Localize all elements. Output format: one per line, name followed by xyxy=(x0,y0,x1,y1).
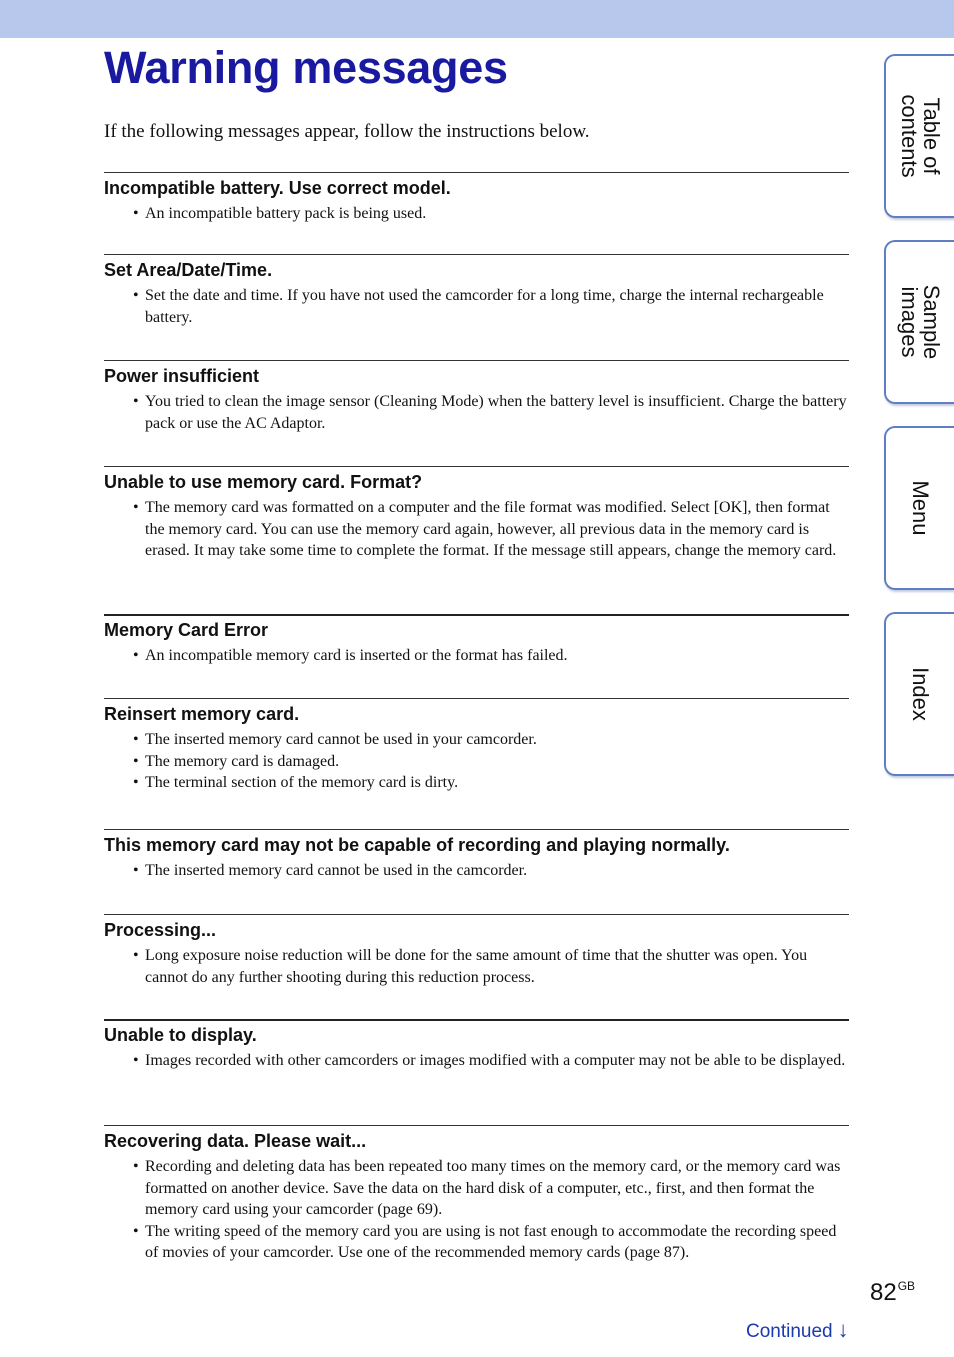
warning-section xyxy=(104,466,849,614)
warning-section xyxy=(104,360,849,466)
bullet-item: • Set the date and time. If you have not used the camcorder for a long time, charge the internal rechargeable battery. xyxy=(132,285,849,328)
bullet-item: • The writing speed of the memory card you are using is not fast enough to accommodate the recording speed of movies of your camcorder. Use one of the recommended memory cards (page 87). xyxy=(132,1221,849,1264)
bullet-item: • The memory card is damaged. xyxy=(132,751,849,773)
bullet-list xyxy=(104,1050,849,1072)
warning-heading: Power insufficient xyxy=(104,366,260,386)
tab-index[interactable] xyxy=(884,612,954,776)
bullet-item: • The terminal section of the memory card is dirty. xyxy=(132,772,849,794)
tab-label: Index xyxy=(908,667,933,721)
warning-heading: Incompatible battery. Use correct model. xyxy=(104,178,451,198)
warning-section xyxy=(104,914,849,1019)
bullet-list xyxy=(104,860,849,882)
warning-heading: This memory card may not be capable of recording and playing normally. xyxy=(104,835,730,855)
warning-heading: Unable to use memory card. Format? xyxy=(104,472,423,492)
bullet-item: • You tried to clean the image sensor (Cleaning Mode) when the battery level is insufficient. Charge the battery pack or use the AC Adaptor. xyxy=(132,391,849,434)
tab-sample-images[interactable] xyxy=(884,240,954,404)
warning-heading: Reinsert memory card. xyxy=(104,704,300,724)
bullet-item: • Images recorded with other camcorders or images modified with a computer may not be able to be displayed. xyxy=(132,1050,849,1072)
warning-heading: Recovering data. Please wait... xyxy=(104,1131,367,1151)
warning-section xyxy=(104,1125,849,1264)
tab-menu[interactable] xyxy=(884,426,954,590)
bullet-list xyxy=(104,945,849,988)
tab-table-of-contents[interactable] xyxy=(884,54,954,218)
page-number-value: 82 xyxy=(870,1279,897,1306)
tab-label: Menu xyxy=(908,480,933,536)
intro-text: If the following messages appear, follow the instructions below. xyxy=(104,121,590,142)
warning-heading: Memory Card Error xyxy=(104,620,269,640)
page-number-suffix: GB xyxy=(897,1279,916,1293)
page-number xyxy=(870,1279,915,1307)
warning-section xyxy=(104,1019,849,1125)
warning-heading: Unable to display. xyxy=(104,1025,257,1045)
bullet-list xyxy=(104,285,849,328)
bullet-list xyxy=(104,203,849,225)
header-band xyxy=(0,0,954,38)
continued-label: Continued xyxy=(746,1321,833,1342)
bullet-list xyxy=(104,645,849,667)
warning-section xyxy=(104,172,849,254)
bullet-item: • An incompatible battery pack is being used. xyxy=(132,203,849,225)
tab-label: Sample images xyxy=(897,284,944,360)
bullet-list xyxy=(104,1156,849,1264)
warning-heading: Processing... xyxy=(104,920,217,940)
warning-section xyxy=(104,698,849,829)
bullet-item: • An incompatible memory card is inserted or the format has failed. xyxy=(132,645,849,667)
arrow-down-icon: ↓ xyxy=(837,1317,849,1342)
bullet-item: • The inserted memory card cannot be used in your camcorder. xyxy=(132,729,849,751)
warning-section xyxy=(104,254,849,360)
bullet-list xyxy=(104,497,849,562)
warning-heading: Set Area/Date/Time. xyxy=(104,260,273,280)
page-title: Warning messages xyxy=(104,42,508,93)
bullet-list xyxy=(104,391,849,434)
warning-section xyxy=(104,614,849,698)
warning-list xyxy=(104,172,849,1264)
bullet-item: • Long exposure noise reduction will be done for the same amount of time that the shutter was open. You cannot do any further shooting during this reduction process. xyxy=(132,945,849,988)
bullet-item: • The memory card was formatted on a computer and the file format was modified. Select [OK], then format the memory card. You can use the memory card again, however, all previous data in the memory card is erased. It may take some time to complete the format. If the message still appears, change the memory card. xyxy=(132,497,849,562)
bullet-list xyxy=(104,729,849,794)
bullet-item: • Recording and deleting data has been repeated too many times on the memory card, or the memory card was formatted on another device. Save the data on the hard disk of a computer, etc., first, and then format the memory card using your camcorder (page 69). xyxy=(132,1156,849,1221)
continued-link[interactable] xyxy=(746,1317,849,1343)
warning-section xyxy=(104,829,849,914)
bullet-item: • The inserted memory card cannot be used in the camcorder. xyxy=(132,860,849,882)
tab-label: Table of contents xyxy=(897,94,944,178)
